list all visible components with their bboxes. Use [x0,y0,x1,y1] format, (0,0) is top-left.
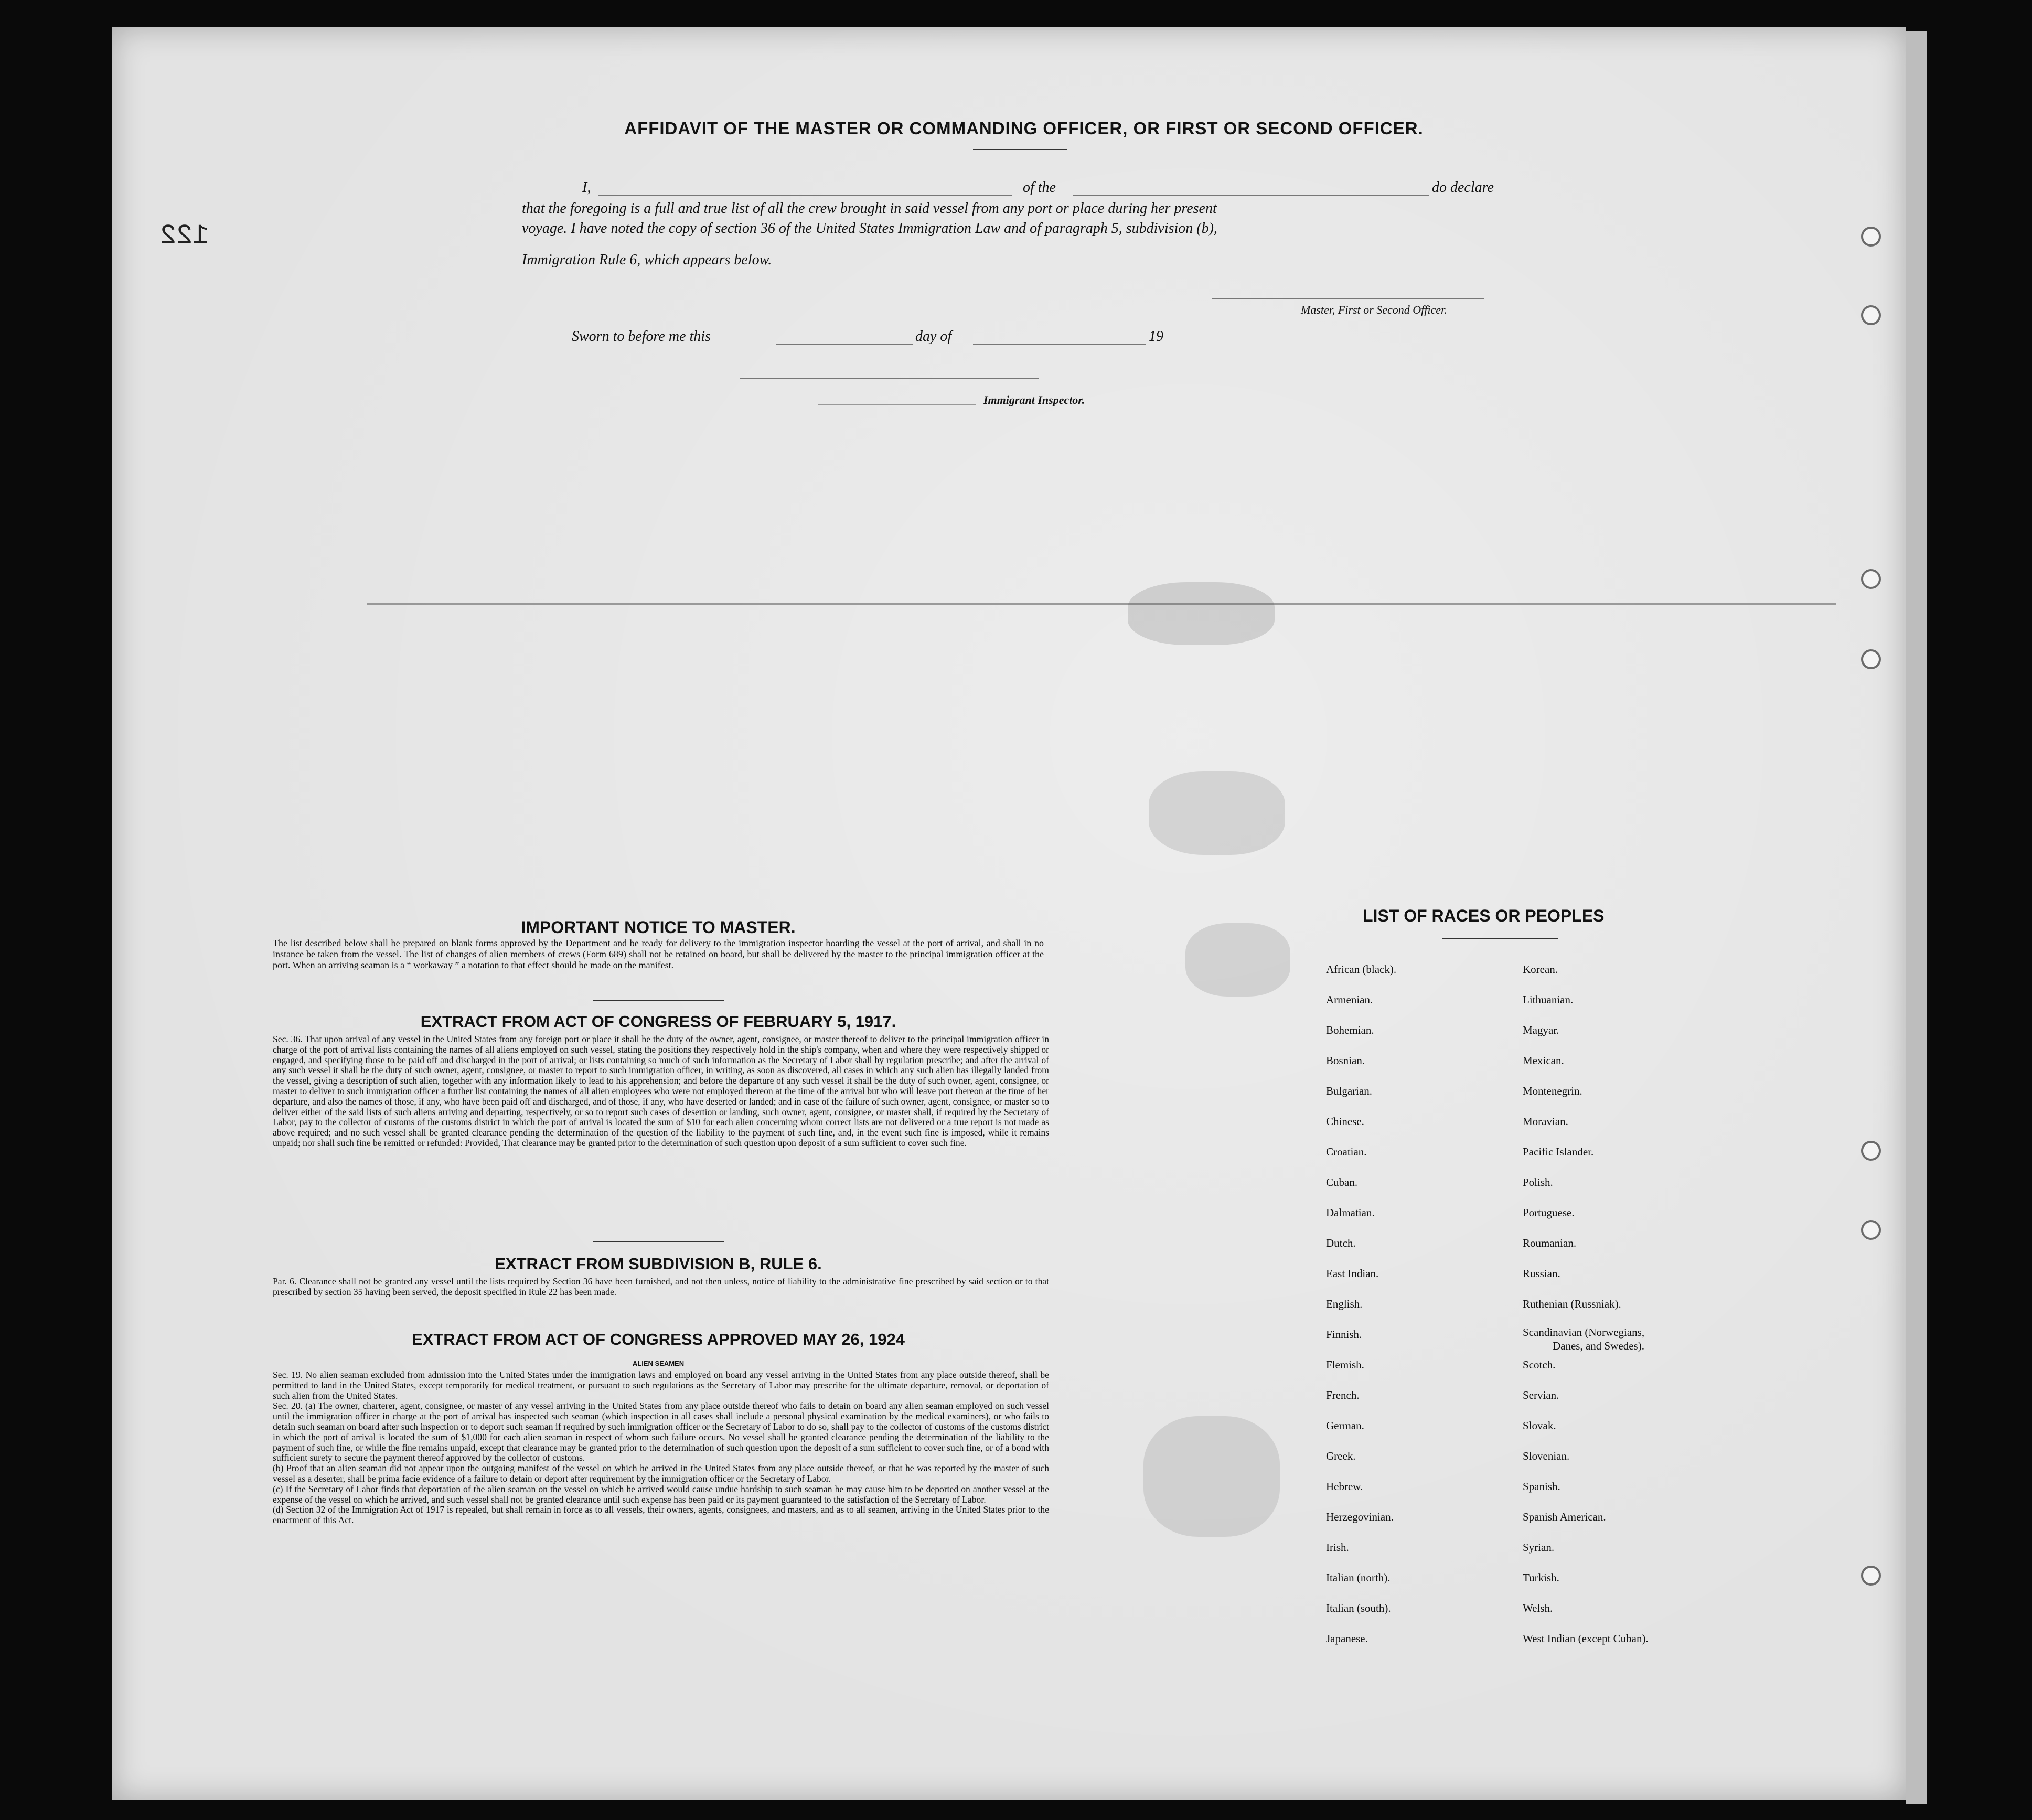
extract-rule6-title: EXTRACT FROM SUBDIVISION B, RULE 6. [495,1255,822,1273]
race-item: Moravian. [1523,1115,1568,1128]
race-item: Roumanian. [1523,1237,1577,1249]
vessel-blank [1073,195,1429,196]
race-item: Japanese. [1326,1632,1368,1645]
race-item: Welsh. [1523,1602,1553,1614]
race-item: Magyar. [1523,1024,1559,1036]
punch-hole [1861,1141,1881,1161]
officer-caption: Master, First or Second Officer. [1301,303,1447,316]
race-item: German. [1326,1419,1364,1432]
ink-smudge [1128,582,1275,645]
race-item: Hebrew. [1326,1480,1363,1493]
race-item: Dalmatian. [1326,1206,1375,1219]
race-item: Chinese. [1326,1115,1364,1128]
punch-hole [1861,227,1881,247]
race-item: Herzegovinian. [1326,1511,1394,1523]
affidavit-text-line2: voyage. I have noted the copy of section 36 of the United States Immigration Law and of paragraph 5, subdivision (b), [522,220,1217,237]
race-item: Croatian. [1326,1145,1367,1158]
page-number: 122 [160,220,209,251]
extract-1924-sec19: Sec. 19. No alien seaman excluded from admission into the United States under the immigration laws and employed on board any vessel arriving in the United States from any place outside thereof, shall be permitted to land in the United States, except temporarily for medical treatment, or pursuant to such regulations as the Secretary of Labor may prescribe for the ultimate departure, removal, or deportation of such alien from the United States. [273,1369,1049,1401]
notice-title: IMPORTANT NOTICE TO MASTER. [521,918,796,937]
race-item: French. [1326,1389,1360,1401]
inspector-signature-line [740,378,1039,379]
race-item: Bulgarian. [1326,1085,1373,1097]
race-item: Lithuanian. [1523,993,1574,1006]
month-blank [973,344,1146,345]
race-item: Armenian. [1326,993,1373,1006]
race-item: Servian. [1523,1389,1559,1401]
race-item: Scotch. [1523,1358,1556,1371]
affidavit-text-line1: that the foregoing is a full and true list of all the crew brought in said vessel from any port or place during her present [522,200,1217,217]
race-item: Korean. [1523,963,1558,976]
extract-1924-sec20c: (c) If the Secretary of Labor finds that deportation of the alien seaman on the vessel on which he arrived would cause undue hardship to such seaman he may cause him to be deported on another vessel at the expense of the vessel on which he arrived, and such vessel shall not be granted clearance until such expense has been paid or its payment guaranteed to the satisfaction of the Secretary of Labor. [273,1483,1049,1505]
extract-rule6-body: Par. 6. Clearance shall not be granted any vessel until the lists required by Section 36 have been furnished, and not then unless, notice of liability to the administrative fine prescribed by said section or to that prescribed by section 35 having been served, the deposit specified in Rule 22 has been made. [273,1276,1049,1297]
day-blank [776,344,913,345]
races-title-underline [1442,938,1558,939]
ink-smudge [1149,771,1285,855]
ink-smudge [1185,923,1290,997]
ink-smudge [1143,1416,1280,1537]
punch-hole [1861,649,1881,669]
race-item: African (black). [1326,963,1397,976]
race-item: East Indian. [1326,1267,1379,1280]
day-of-label: day of [915,328,952,345]
race-item: Montenegrin. [1523,1085,1582,1097]
affidavit-i-label: I, [582,179,591,196]
race-item: West Indian (except Cuban). [1523,1632,1649,1645]
race-item: Italian (north). [1326,1571,1391,1584]
race-item: Turkish. [1523,1571,1559,1584]
race-item: Flemish. [1326,1358,1364,1371]
race-item: Cuban. [1326,1176,1358,1189]
race-item: Bohemian. [1326,1024,1374,1036]
race-item: English. [1326,1298,1363,1310]
race-item: Russian. [1523,1267,1560,1280]
title-underline [973,149,1067,150]
extract-1924-body [273,1370,1049,1526]
sworn-label: Sworn to before me this [572,328,711,345]
year-label: 19 [1149,328,1163,345]
extract-1924-sec20a: Sec. 20. (a) The owner, charterer, agent, consignee, or master of any vessel arriving in the United States from any place outside thereof who fails to detain on board any alien seaman employed on such vessel until the immigration officer in charge at the port of arrival has inspected such seaman (which inspection in all cases shall include a personal physical examination by the medical examiners), or who fails to detain such seaman on board after such inspection or to deport such seaman if required by such immigration officer or the Secretary of Labor to do so, shall pay to the collector of customs of the customs district in which the port of arrival is located the sum of $1,000 for each alien seaman in respect of whom such failure occurs. No vessel shall be granted clearance pending the determination of the liability to the payment of such fine, or while the fine remains unpaid, except that clearance may be granted prior to the determination of such question upon the deposit of a sum sufficient to cover such fine, or of a bond with sufficient surety to secure the payment thereof approved by the collector of customs. [273,1400,1049,1463]
race-item: Bosnian. [1326,1054,1365,1067]
affidavit-declare-label: do declare [1432,179,1494,196]
race-item: Dutch. [1326,1237,1356,1249]
extract-1924-sec20d: (d) Section 32 of the Immigration Act of 1917 is repealed, but shall remain in force as to all vessels, their owners, agents, consignees, and masters, and as to all seamen, arriving in the United States prior to the enactment of this Act. [273,1504,1049,1526]
punch-hole [1861,305,1881,325]
extract-1924-sec20b: (b) Proof that an alien seaman did not appear upon the outgoing manifest of the vessel on which he arrived in the United States from any place outside thereof, or that he was reported by the master of such vessel as a deserter, shall be prima facie evidence of a failure to detain or deport after requirement by the immigration officer or the Secretary of Labor. [273,1463,1049,1484]
affidavit-of-the-label: of the [1023,179,1056,196]
races-title: LIST OF RACES OR PEOPLES [1363,906,1605,925]
race-item: Scandinavian (Norwegians, [1523,1326,1645,1339]
bleed-through-line [367,603,1836,605]
inspector-line-2 [818,404,976,405]
race-item: Danes, and Swedes). [1553,1340,1644,1352]
section-divider [593,1241,724,1242]
punch-hole [1861,1220,1881,1240]
race-item: Slovenian. [1523,1450,1570,1462]
extract-1917-title: EXTRACT FROM ACT OF CONGRESS OF FEBRUARY 5, 1917. [420,1012,896,1031]
race-item: Spanish American. [1523,1511,1606,1523]
race-item: Polish. [1523,1176,1553,1189]
race-item: Irish. [1326,1541,1349,1554]
section-divider [593,1000,724,1001]
race-item: Italian (south). [1326,1602,1391,1614]
race-item: Portuguese. [1523,1206,1575,1219]
sheet-edge [1906,31,1927,1804]
notice-body: The list described below shall be prepared on blank forms approved by the Department and be ready for delivery to the immigration inspector boarding the vessel at the port of arrival, and shall in no instance be taken from the vessel. The list of changes of alien members of crews (Form 689) shall not be retained on board, but shall be delivered by the master to the principal immigration officer at the port. When an arriving seaman is a “ workaway ” a notation to that effect should be made on the manifest. [273,938,1044,970]
race-item: Syrian. [1523,1541,1555,1554]
race-item: Greek. [1326,1450,1356,1462]
officer-signature-line [1212,298,1484,299]
punch-hole [1861,1566,1881,1586]
race-item: Finnish. [1326,1328,1362,1341]
document-sheet [112,27,1906,1800]
punch-hole [1861,569,1881,589]
inspector-caption: Immigrant Inspector. [983,393,1085,406]
race-item: Mexican. [1523,1054,1564,1067]
race-item: Pacific Islander. [1523,1145,1594,1158]
extract-1924-title: EXTRACT FROM ACT OF CONGRESS APPROVED MAY 26, 1924 [412,1330,905,1348]
name-blank [598,195,1012,196]
race-item: Slovak. [1523,1419,1556,1432]
race-item: Ruthenian (Russniak). [1523,1298,1621,1310]
race-item: Spanish. [1523,1480,1560,1493]
extract-1917-body: Sec. 36. That upon arrival of any vessel in the United States from any foreign port or place it shall be the duty of the owner, agent, consignee, or master thereof to deliver to the principal immigration officer in charge of the port of arrival lists containing the names of all aliens employed on such vessel, stating the positions they respectively hold in the ship's company, when and where they were respectively shipped or engaged, and specifying those to be paid off and discharged in the port of arrival; or lists containing so much of such information as the Secretary of Labor shall by regulation prescribe; and after the arrival of any such vessel it shall be the duty of such owner, agent, consignee, or master to report to such immigration officer, in writing, as soon as discovered, all cases in which any such alien has illegally landed from the vessel, giving a description of such alien, together with any information likely to lead to his apprehension; and before the departure of any such vessel it shall be the duty of such owner, agent, consignee, or master to deliver to such immigration officer a further list containing the names of all alien employees who were not employed thereon at the time of the arrival but who will leave port thereon at the time of her departure, and also the names of those, if any, who have been paid off and discharged, and of those, if any, who have deserted or landed; and in case of the failure of such owner, agent, consignee, or master so to deliver either of the said lists of such aliens arriving and departing, respectively, or so to report such cases of desertion or landing, such owner, agent, consignee, or master shall, if required by the Secretary of Labor, pay to the collector of customs of the customs district in which the port of arrival is located the sum of $10 for each alien concerning whom correct lists are not delivered or a true report is not made as above required; and no such vessel shall be granted clearance pending the determination of the question of the liability to the payment of such fine, and, in the event such fine is imposed, while it remains unpaid; nor shall such fine be remitted or refunded: Provided, That clearance may be granted prior to the determination of such question upon deposit of a sum sufficient to cover such fine. [273,1034,1049,1148]
extract-1924-subtitle: ALIEN SEAMEN [632,1359,685,1367]
affidavit-title: AFFIDAVIT OF THE MASTER OR COMMANDING OFFICER, OR FIRST OR SECOND OFFICER. [624,119,1424,138]
affidavit-text-line3: Immigration Rule 6, which appears below. [522,252,772,268]
